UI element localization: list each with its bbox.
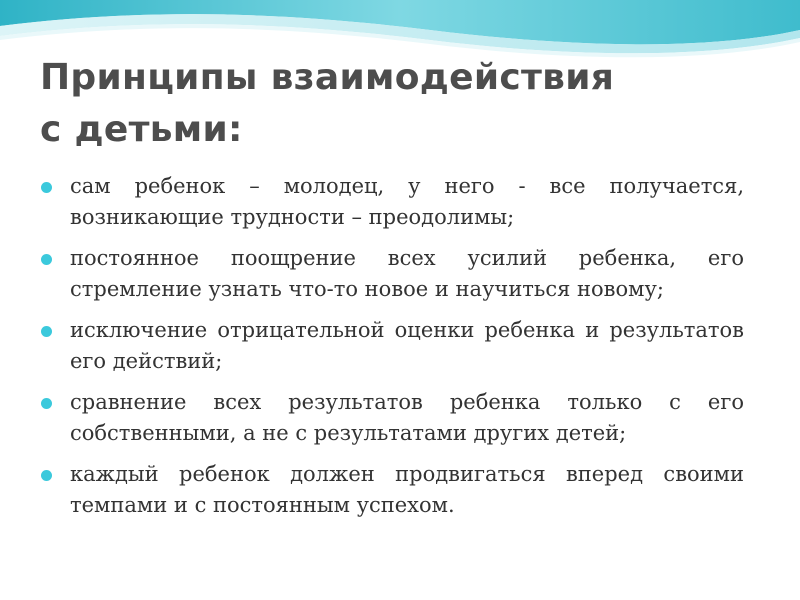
list-item-text: сравнение всех результатов ребенка только с его собственными, а не с результатами других детей; — [70, 390, 744, 445]
list-item-text: постоянное поощрение всех усилий ребенка, его стремление узнать что-то новое и научиться новому; — [70, 246, 744, 301]
list-item — [40, 387, 744, 449]
principles-list — [40, 171, 744, 531]
list-item — [40, 243, 744, 305]
bullet-icon — [41, 182, 52, 193]
slide-title-line-2: с детьми: — [40, 109, 243, 150]
list-item-text: сам ребенок – молодец, у него - все получается, возникающие трудности – преодолимы; — [70, 174, 744, 229]
bullet-icon — [41, 470, 52, 481]
list-item-text: каждый ребенок должен продвигаться вперед своими темпами и с постоянным успехом. — [70, 462, 744, 517]
bullet-icon — [41, 398, 52, 409]
list-item — [40, 459, 744, 521]
list-item-text: исключение отрицательной оценки ребенка и результатов его действий; — [70, 318, 744, 373]
bullet-icon — [41, 326, 52, 337]
bullet-icon — [41, 254, 52, 265]
slide-title — [40, 52, 780, 156]
slide-title-line-1: Принципы взаимодействия — [40, 57, 615, 98]
list-item — [40, 171, 744, 233]
list-item — [40, 315, 744, 377]
